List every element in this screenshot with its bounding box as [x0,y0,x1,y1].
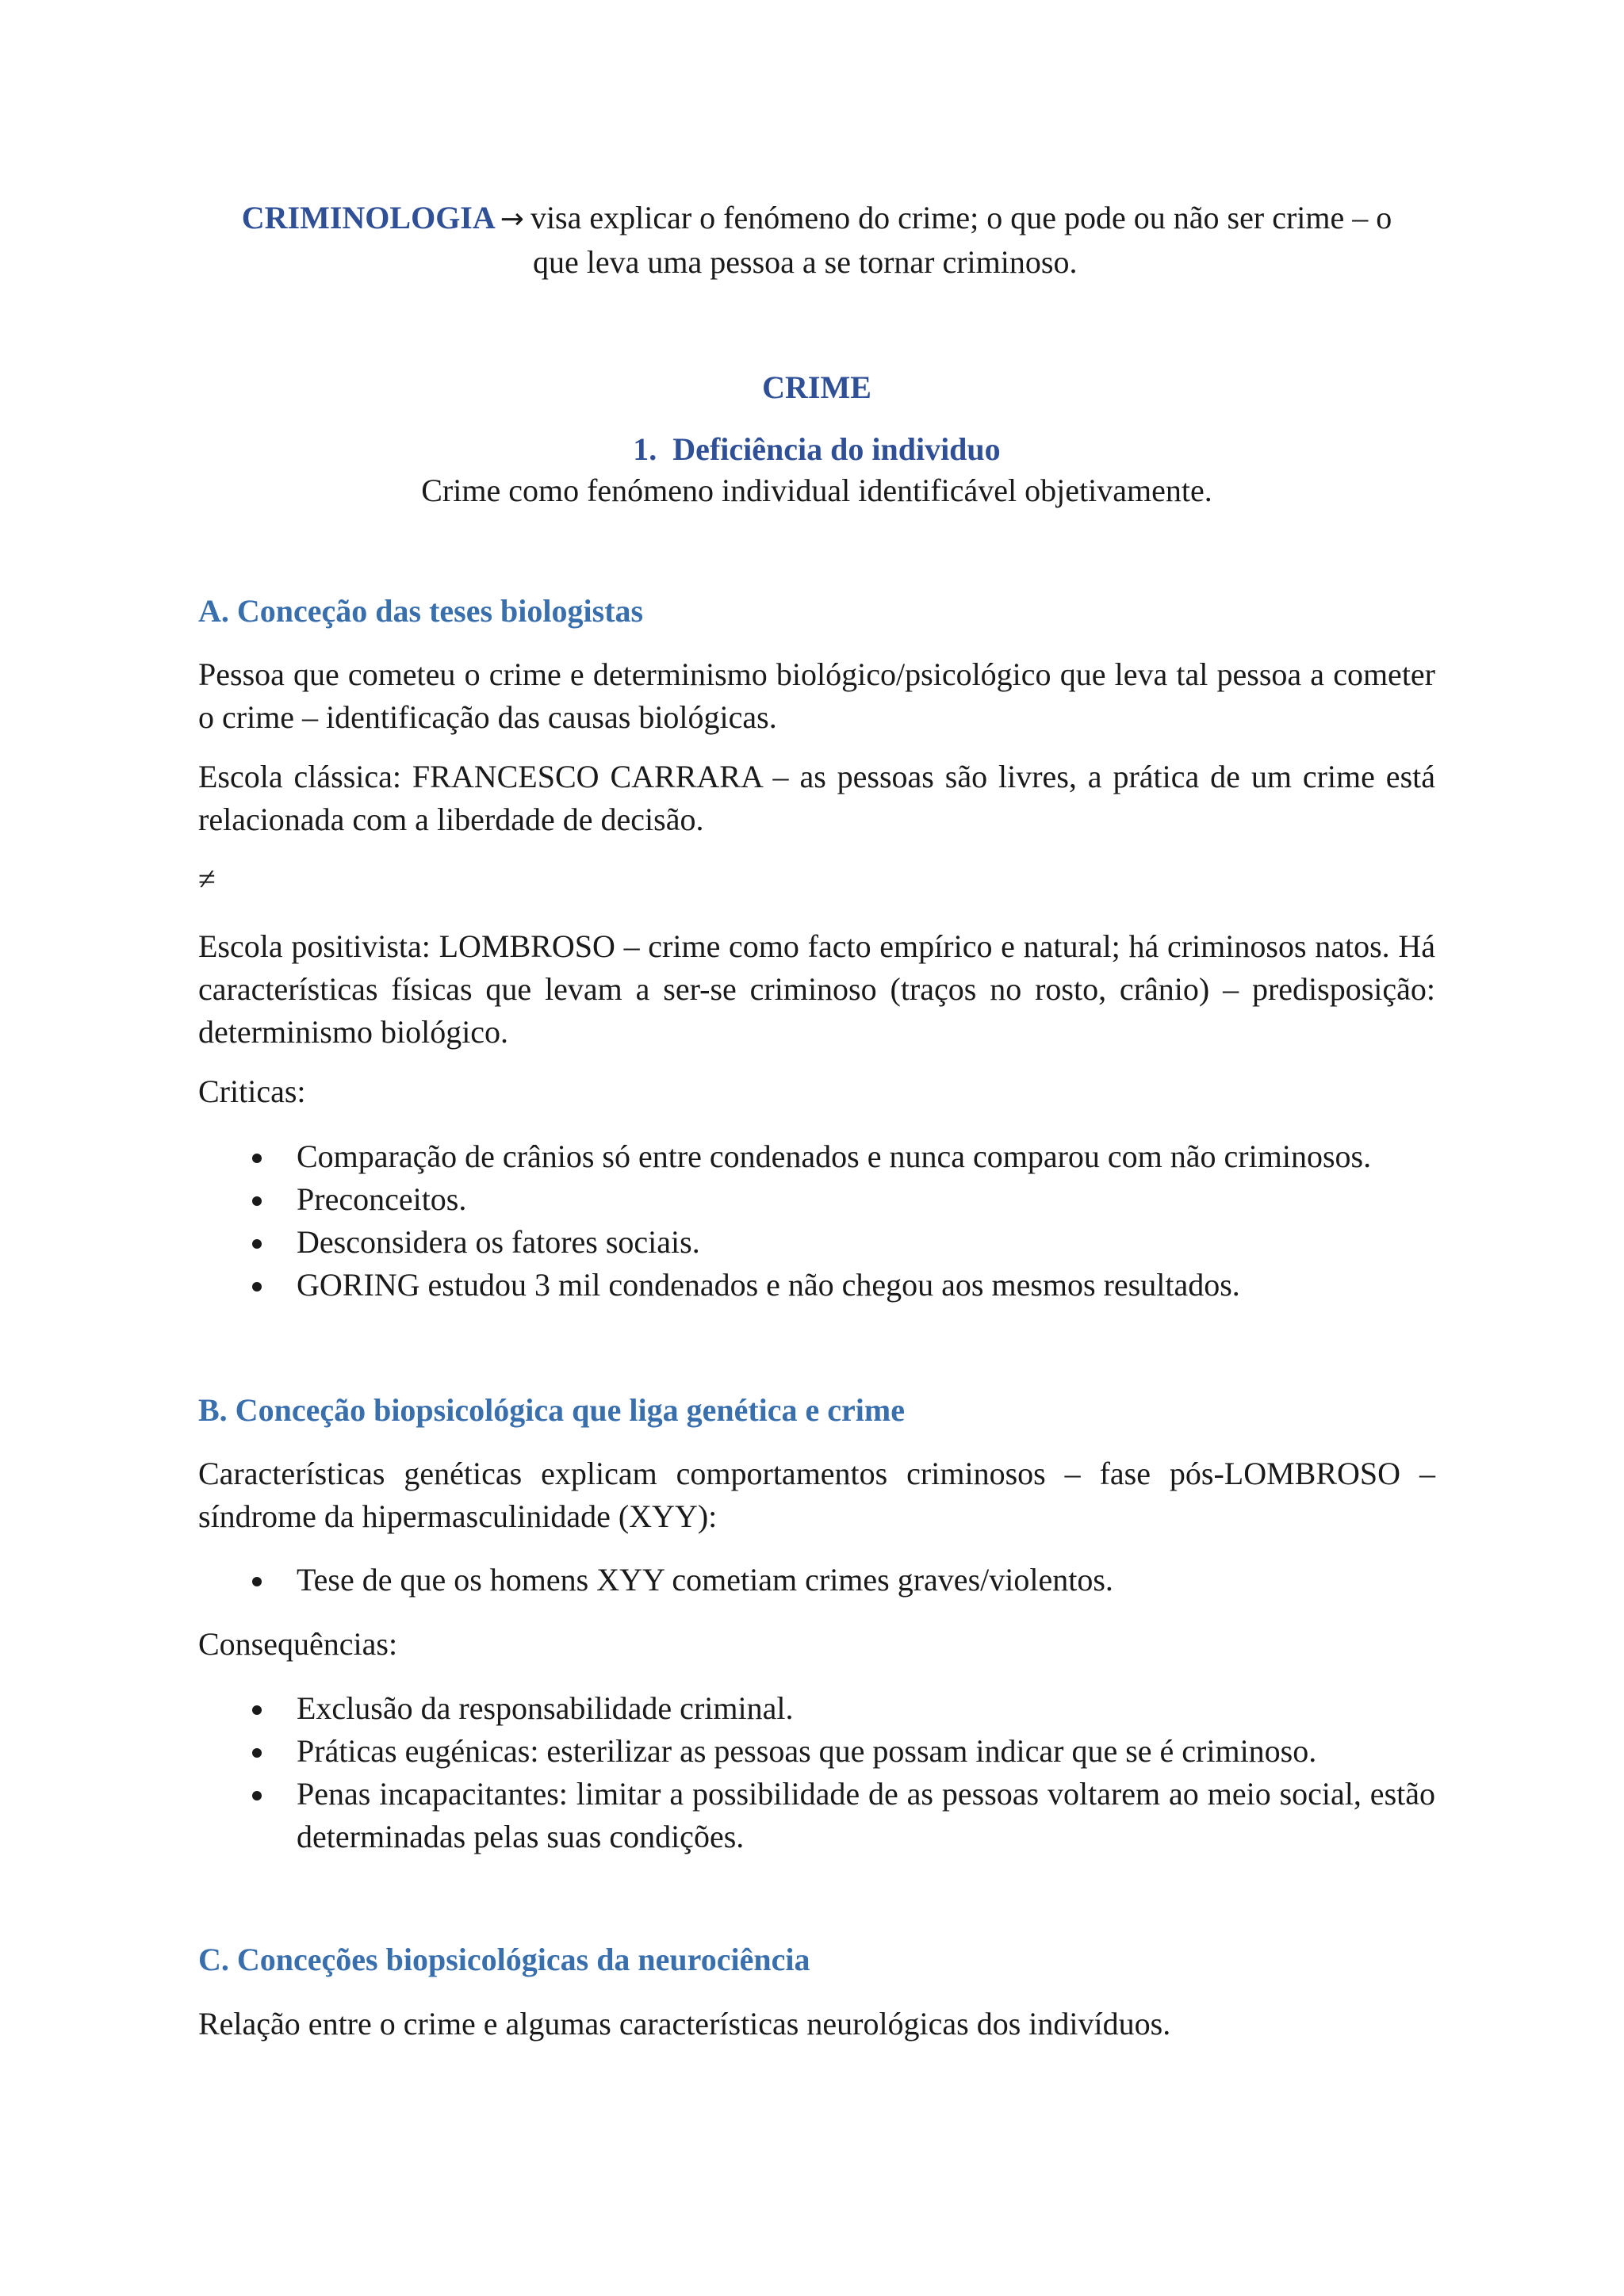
section-c-paragraph-1: Relação entre o crime e algumas características neurológicas dos indivíduos. [198,2006,1171,2042]
list-item: Tese de que os homens XYY cometiam crimes graves/violentos. [198,1559,1435,1601]
list-item: Desconsidera os fatores sociais. [198,1221,1435,1264]
bullet-icon [252,1791,262,1800]
subsection-title: Deficiência do individuo [672,431,1001,467]
bullet-icon [252,1577,262,1586]
subsection-heading [198,428,1435,471]
bullet-icon [252,1154,262,1163]
consequencias-list [198,1687,1435,1858]
list-item: Penas incapacitantes: limitar a possibilidade de as pessoas voltarem ao meio social, estão determinadas pelas suas condições. [198,1773,1435,1858]
section-a-heading: A. Conceção das teses biologistas [198,593,644,629]
right-arrow-icon: → [500,203,524,235]
list-item: GORING estudou 3 mil condenados e não chegou aos mesmos resultados. [198,1264,1435,1307]
list-item: Práticas eugénicas: esterilizar as pessoas que possam indicar que se é criminoso. [198,1730,1435,1773]
consequencias-label: Consequências: [198,1626,398,1662]
criminologia-keyword: CRIMINOLOGIA [241,200,496,235]
criticas-label: Criticas: [198,1073,306,1109]
bullet-icon [252,1748,262,1758]
crime-heading: CRIME [762,369,871,405]
xyy-list [198,1559,1435,1601]
list-item: Comparação de crânios só entre condenados e nunca comparou com não criminosos. [198,1135,1435,1178]
bullet-icon [252,1239,262,1249]
section-c-heading: C. Conceções biopsicológicas da neurociência [198,1942,810,1977]
not-equal-symbol: ≠ [198,861,216,897]
subsection-number: 1. [633,431,657,467]
criminologia-definition [198,197,1435,284]
definition-line-2: que leva uma pessoa a se tornar criminoso. [533,244,1078,280]
section-a-paragraph-1: Pessoa que cometeu o crime e determinismo biológico/psicológico que leva tal pessoa a cometer o crime – identificação das causas biológicas. [198,656,1435,735]
section-b-heading: B. Conceção biopsicológica que liga genética e crime [198,1392,905,1428]
bullet-icon [252,1705,262,1715]
list-item: Exclusão da responsabilidade criminal. [198,1687,1435,1730]
criticas-list [198,1135,1435,1307]
section-b-paragraph-1: Características genéticas explicam comportamentos criminosos – fase pós-LOMBROSO – síndrome da hipermasculinidade (XYY): [198,1456,1435,1534]
section-a-paragraph-3: Escola positivista: LOMBROSO – crime como facto empírico e natural; há criminosos natos. Há características físicas que levam a ser-se criminoso (traços no rosto, crânio) – predisposição: determinismo biológico. [198,928,1435,1050]
list-item: Preconceitos. [198,1178,1435,1221]
definition-line-1 [198,197,1435,241]
bullet-icon [252,1196,262,1206]
section-a-paragraph-2: Escola clássica: FRANCESCO CARRARA – as pessoas são livres, a prática de um crime está relacionada com a liberdade de decisão. [198,759,1435,837]
definition-text-1: visa explicar o fenómeno do crime; o que pode ou não ser crime – o [530,200,1392,235]
bullet-icon [252,1282,262,1292]
subsection-text: Crime como fenómeno individual identificável objetivamente. [421,473,1212,508]
